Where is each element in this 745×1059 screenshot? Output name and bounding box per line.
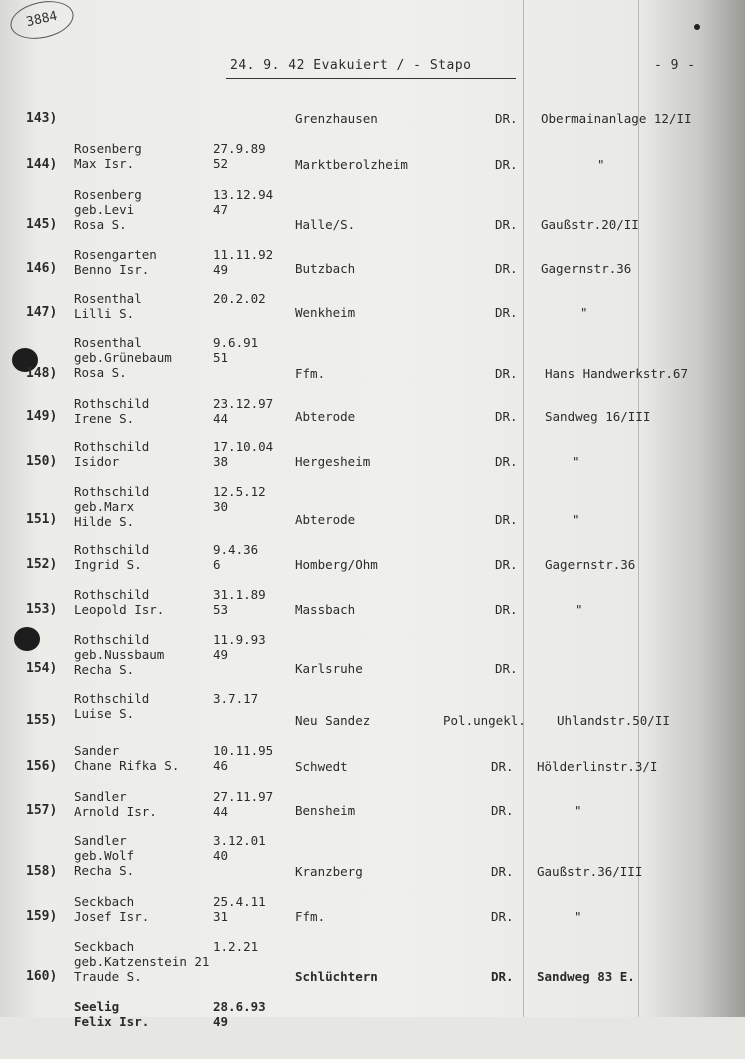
entry-status: DR. [491, 969, 514, 984]
entry-status: DR. [495, 217, 518, 232]
entry-address: Sandweg 83 E. [537, 969, 635, 984]
entry-status: DR. [495, 512, 518, 527]
entry-address: " [575, 602, 583, 617]
entry-status: DR. [495, 157, 518, 172]
fold-line [523, 0, 524, 1017]
entry-birthplace: Karlsruhe [295, 661, 363, 676]
entry-birthplace: Abterode [295, 512, 356, 527]
header-underline [226, 78, 516, 79]
entry-address: " [580, 305, 588, 320]
entry-name: Sandler geb.Wolf Recha S. [74, 833, 135, 878]
entry-birth: 9.6.91 51 [213, 335, 259, 365]
entry-address: Gagernstr.36 [541, 261, 632, 276]
page-title: 24. 9. 42 Evakuiert / - Stapo [230, 58, 472, 73]
entry-address: Sandweg 16/III [545, 409, 651, 424]
entry-address: " [572, 454, 580, 469]
entry-birthplace: Kranzberg [295, 864, 363, 879]
entry-name: Rosenthal geb.Grünebaum Rosa S. [74, 335, 172, 380]
entry-number: 157) [26, 803, 58, 818]
entry-address: Obermainanlage 12/II [541, 111, 692, 126]
entry-address: Hölderlinstr.3/I [537, 759, 658, 774]
entry-number: 159) [26, 909, 58, 924]
entry-birth: 10.11.95 46 [213, 743, 274, 773]
entry-number: 156) [26, 759, 58, 774]
entry-status: DR. [495, 111, 518, 126]
entry-birthplace: Neu Sandez [295, 713, 371, 728]
entry-birth: 28.6.93 49 [213, 999, 266, 1029]
entry-number: 158) [26, 864, 58, 879]
entry-birthplace: Massbach [295, 602, 356, 617]
entry-name: Sander Chane Rifka S. [74, 743, 180, 773]
entry-birth: 23.12.97 44 [213, 396, 274, 426]
ink-dot [694, 24, 700, 30]
entry-status: DR. [491, 909, 514, 924]
entry-name: Seckbach Josef Isr. [74, 894, 150, 924]
entry-birthplace: Abterode [295, 409, 356, 424]
entry-status: DR. [495, 409, 518, 424]
entry-address: " [597, 157, 605, 172]
entry-birthplace: Hergesheim [295, 454, 371, 469]
entry-name: Rosenberg geb.Levi Rosa S. [74, 187, 142, 232]
entry-address: Hans Handwerkstr.67 [545, 366, 688, 381]
entry-birth: 9.4.36 6 [213, 542, 259, 572]
entry-status: DR. [495, 366, 518, 381]
entry-status: DR. [495, 661, 518, 676]
entry-address: Gaußstr.36/III [537, 864, 643, 879]
entry-name: Rothschild geb.Marx Hilde S. [74, 484, 150, 529]
entry-name: Rothschild geb.Nussbaum Recha S. [74, 632, 165, 677]
entry-name: Rosenthal Lilli S. [74, 291, 142, 321]
entry-name: Rothschild Luise S. [74, 691, 150, 721]
entry-name: Rothschild Ingrid S. [74, 542, 150, 572]
entry-number: 148) [26, 366, 58, 381]
entry-address: " [572, 512, 580, 527]
entry-birthplace: Halle/S. [295, 217, 356, 232]
entry-number: 151) [26, 512, 58, 527]
entry-number: 144) [26, 157, 58, 172]
entry-name: Rosengarten Benno Isr. [74, 247, 157, 277]
entry-birthplace: Ffm. [295, 909, 326, 924]
entry-status: DR. [495, 454, 518, 469]
entry-birthplace: Bensheim [295, 803, 356, 818]
page-header [0, 58, 745, 82]
entry-name: Rothschild Isidor [74, 439, 150, 469]
entry-number: 150) [26, 454, 58, 469]
entry-birth: 13.12.94 47 [213, 187, 274, 217]
entry-name: Rothschild Leopold Isr. [74, 587, 165, 617]
entry-number: 152) [26, 557, 58, 572]
entry-birth: 12.5.12 30 [213, 484, 266, 514]
entry-birthplace: Schwedt [295, 759, 348, 774]
entry-birthplace: Ffm. [295, 366, 326, 381]
entry-status: Pol.ungekl. [443, 713, 526, 728]
entry-birthplace: Butzbach [295, 261, 356, 276]
entry-address: Gaußstr.20/II [541, 217, 639, 232]
entry-name: Seelig Felix Isr. [74, 999, 150, 1029]
entry-birth: 1.2.21 [213, 939, 259, 954]
entry-birth: 17.10.04 38 [213, 439, 274, 469]
entry-birth: 31.1.89 53 [213, 587, 266, 617]
entry-number: 145) [26, 217, 58, 232]
entry-address: Gagernstr.36 [545, 557, 636, 572]
entry-number: 143) [26, 111, 58, 126]
entry-birth: 27.9.89 52 [213, 141, 266, 171]
entry-address: Uhlandstr.50/II [557, 713, 670, 728]
archive-stamp: 3884 [7, 0, 77, 44]
page-number: - 9 - [654, 58, 696, 73]
entry-number: 155) [26, 713, 58, 728]
entry-number: 146) [26, 261, 58, 276]
entry-name: Sandler Arnold Isr. [74, 789, 157, 819]
entry-birthplace: Marktberolzheim [295, 157, 408, 172]
entry-status: DR. [495, 602, 518, 617]
entry-birth: 3.12.01 40 [213, 833, 266, 863]
entry-status: DR. [495, 261, 518, 276]
entry-name: Rothschild Irene S. [74, 396, 150, 426]
entry-birth: 27.11.97 44 [213, 789, 274, 819]
entry-birthplace: Wenkheim [295, 305, 356, 320]
punch-hole [14, 627, 40, 651]
entry-birthplace: Homberg/Ohm [295, 557, 378, 572]
entry-number: 147) [26, 305, 58, 320]
entry-birth: 3.7.17 [213, 691, 259, 706]
entry-birthplace: Grenzhausen [295, 111, 378, 126]
entry-birthplace: Schlüchtern [295, 969, 378, 984]
entry-status: DR. [495, 557, 518, 572]
entry-status: DR. [491, 803, 514, 818]
entry-birth: 11.11.92 49 [213, 247, 274, 277]
entry-birth: 25.4.11 31 [213, 894, 266, 924]
entry-name: Seckbach geb.Katzenstein 21 Traude S. [74, 939, 210, 984]
entry-address: " [574, 909, 582, 924]
entry-name: Rosenberg Max Isr. [74, 141, 142, 171]
entry-birth: 20.2.02 [213, 291, 266, 306]
entry-address: " [574, 803, 582, 818]
entry-birth: 11.9.93 49 [213, 632, 266, 662]
entry-number: 160) [26, 969, 58, 984]
entry-number: 149) [26, 409, 58, 424]
entry-status: DR. [491, 864, 514, 879]
entry-status: DR. [495, 305, 518, 320]
entry-number: 153) [26, 602, 58, 617]
entry-status: DR. [491, 759, 514, 774]
entry-number: 154) [26, 661, 58, 676]
